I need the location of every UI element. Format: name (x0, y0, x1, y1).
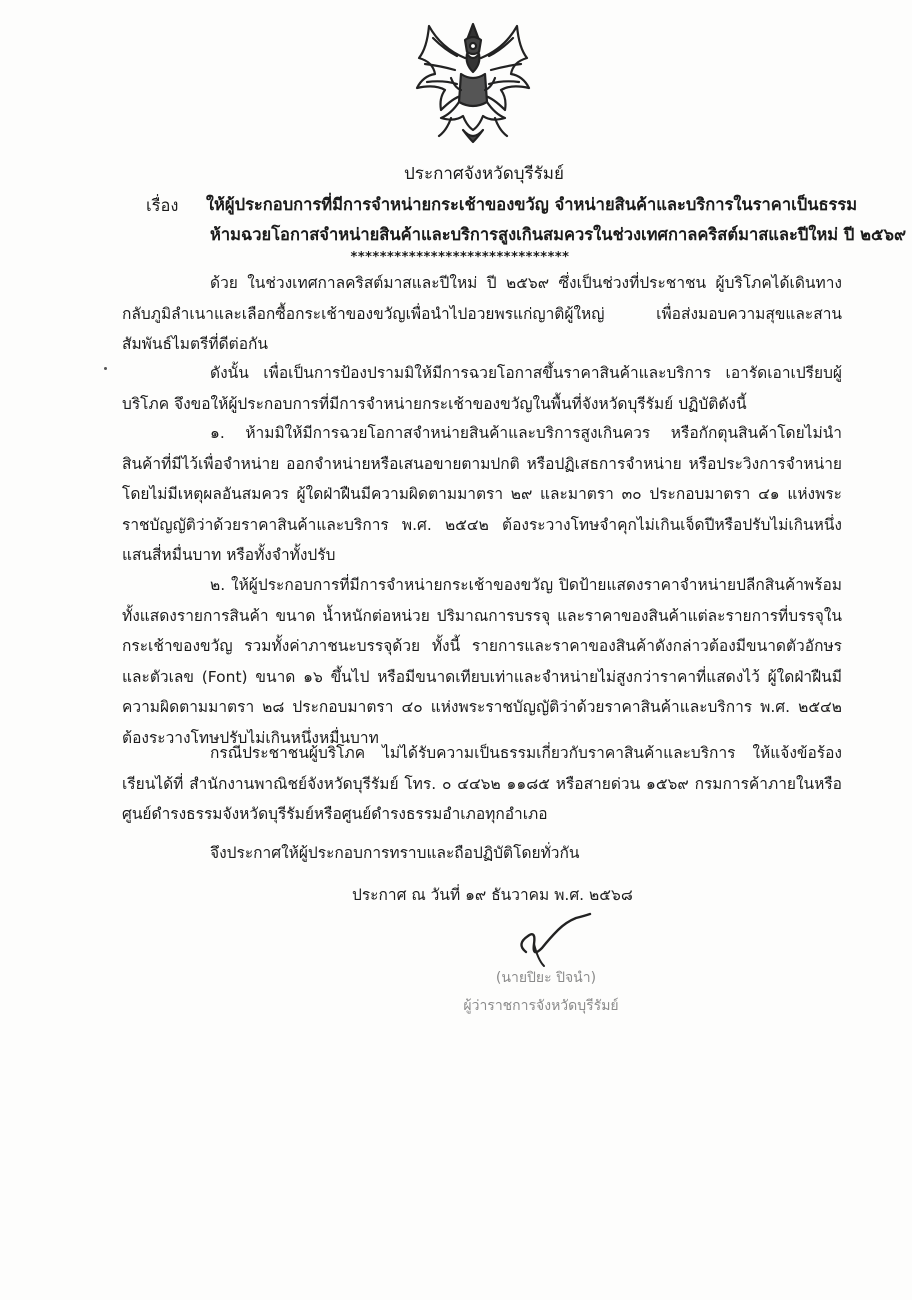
scan-dot (104, 367, 107, 370)
paragraph-item-1-text: ๑. ห้ามมิให้มีการฉวยโอกาสจำหน่ายสินค้าและบริการสูงเกินควร หรือกักตุนสินค้าโดยไม่นำสินค้าที่มีไว้เพื่อจำหน่าย ออกจำหน่ายหรือเสนอขายตามปกติ หรือปฏิเสธการจำหน่าย หรือประวิงการจำหน่าย โดยไม่มีเหตุผลอันสมควร ผู้ใดฝ่าฝืนมีความผิดตามมาตรา ๒๙ และมาตรา ๓๐ ประกอบมาตรา ๔๑ แห่งพระราชบัญญัติว่าด้วยราคาสินค้าและบริการ พ.ศ. ๒๕๔๒ ต้องระวางโทษจำคุกไม่เกินเจ็ดปีหรือปรับไม่เกินหนึ่งแสนสี่หมื่นบาท หรือทั้งจำทั้งปรับ (122, 424, 842, 564)
signatory-name: (นายปิยะ ปิจนำ) (495, 970, 597, 986)
paragraph-complaint (122, 738, 842, 830)
paragraph-therefore-text: ดังนั้น เพื่อเป็นการป้องปรามมิให้มีการฉวยโอกาสขึ้นราคาสินค้าและบริการ เอารัดเอาเปรียบผู้บริโภค จึงขอให้ผู้ประกอบการที่มีการจำหน่ายกระเช้าของขวัญในพื้นที่จังหวัดบุรีรัมย์ ปฏิบัติดังนี้ (122, 364, 842, 413)
paragraph-closing: จึงประกาศให้ผู้ประกอบการทราบและถือปฏิบัติโดยทั่วกัน (210, 844, 580, 862)
announcement-title: ประกาศจังหวัดบุรีรัมย์ (404, 164, 564, 184)
paragraph-item-2-text: ๒. ให้ผู้ประกอบการที่มีการจำหน่ายกระเช้าของขวัญ ปิดป้ายแสดงราคาจำหน่ายปลีกสินค้าพร้อมทั้งแสดงรายการสินค้า ขนาด น้ำหนักต่อหน่วย ปริมาณการบรรจุ และราคาของสินค้าแต่ละรายการที่บรรจุในกระเช้าของขวัญ รวมทั้งค่าภาชนะบรรจุด้วย ทั้งนี้ รายการและราคาของสินค้าดังกล่าวต้องมีขนาดตัวอักษรและตัวเลข (Font) ขนาด ๑๖ ขึ้นไป หรือมีขนาดเทียบเท่าและจำหน่ายไม่สูงกว่าราคาที่แสดงไว้ ผู้ใดฝ่าฝืนมีความผิดตามมาตรา ๒๘ ประกอบมาตรา ๔๐ แห่งพระราชบัญญัติว่าด้วยราคาสินค้าและบริการ พ.ศ. ๒๕๔๒ ต้องระวางโทษปรับไม่เกินหนึ่งหมื่นบาท (122, 576, 842, 747)
paragraph-item-2 (122, 570, 842, 753)
garuda-emblem-icon (411, 18, 535, 146)
signatory-position: ผู้ว่าราชการจังหวัดบุรีรัมย์ (463, 998, 619, 1014)
handwritten-signature-icon (506, 908, 596, 974)
announce-date: ประกาศ ณ วันที่ ๑๙ ธันวาคม พ.ศ. ๒๕๖๘ (352, 886, 633, 904)
paragraph-item-1 (122, 418, 842, 571)
paragraph-intro (122, 268, 842, 360)
subject-line-1: ให้ผู้ประกอบการที่มีการจำหน่ายกระเช้าของขวัญ จำหน่ายสินค้าและบริการในราคาเป็นธรรม (206, 195, 858, 214)
subject-line-2: ห้ามฉวยโอกาสจำหน่ายสินค้าและบริการสูงเกินสมควรในช่วงเทศกาลคริสต์มาสและปีใหม่ ปี ๒๕๖๙ (210, 225, 907, 244)
paragraph-therefore (122, 358, 842, 419)
subject-label: เรื่อง (146, 196, 179, 215)
paragraph-intro-text: ด้วย ในช่วงเทศกาลคริสต์มาสและปีใหม่ ปี ๒๕๖๙ ซึ่งเป็นช่วงที่ประชาชน ผู้บริโภคได้เดินทางกลับภูมิลำเนาและเลือกซื้อกระเช้าของขวัญเพื่อนำไปอวยพรแก่ญาติผู้ใหญ่ เพื่อส่งมอบความสุขและสานสัมพันธ์ไมตรีที่ดีต่อกัน (122, 274, 842, 353)
paragraph-complaint-text: กรณีประชาชนผู้บริโภค ไม่ได้รับความเป็นธรรมเกี่ยวกับราคาสินค้าและบริการ ให้แจ้งข้อร้องเรียนได้ที่ สำนักงานพาณิชย์จังหวัดบุรีรัมย์ โทร. ๐ ๔๔๖๒ ๑๑๘๕ หรือสายด่วน ๑๕๖๙ กรมการค้าภายในหรือศูนย์ดำรงธรรมจังหวัดบุรีรัมย์หรือศูนย์ดำรงธรรมอำเภอทุกอำเภอ (122, 744, 842, 823)
separator-line: ****************************** (350, 250, 570, 265)
